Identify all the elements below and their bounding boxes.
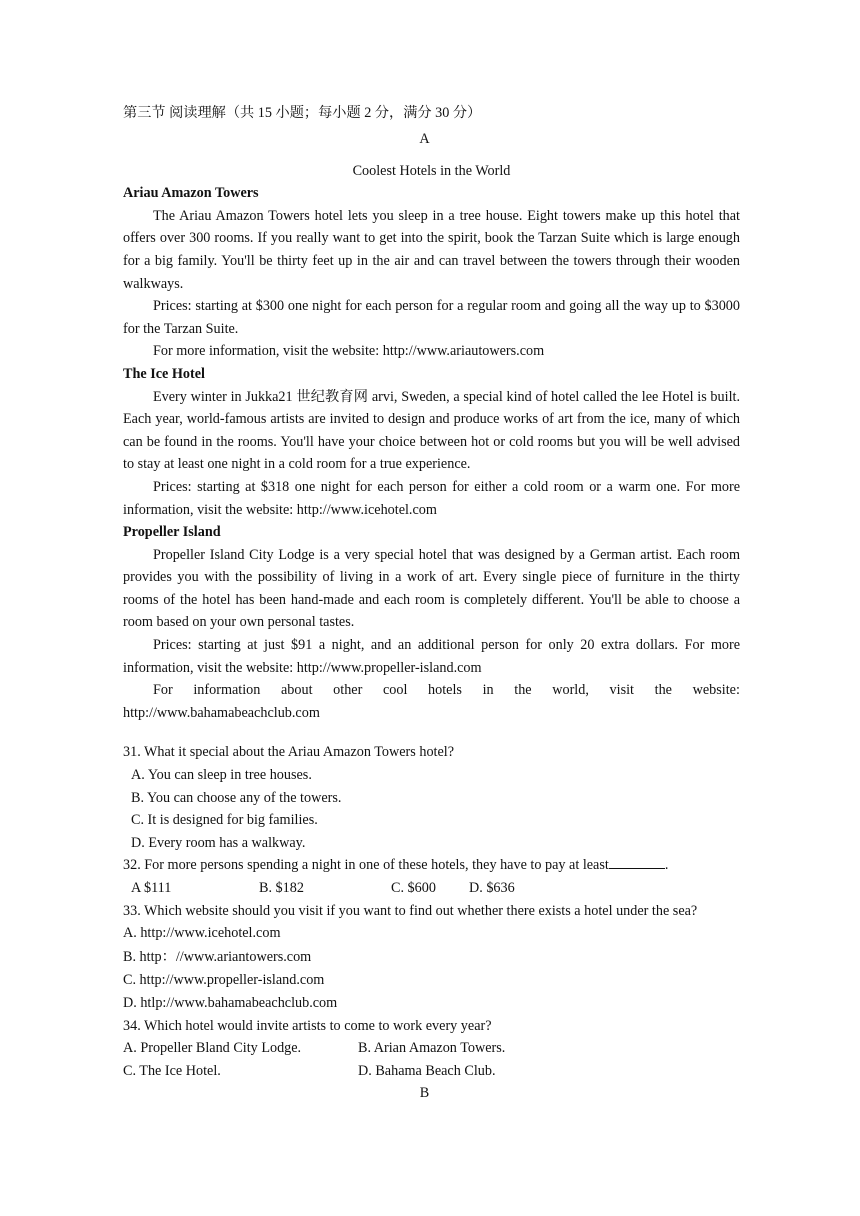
closing-word: the	[654, 682, 672, 699]
question-stem: 34. Which hotel would invite artists to come to work every year?	[123, 1017, 492, 1034]
hotel-paragraph: Every winter in Jukka21 世纪教育网 arvi, Sweden, a special kind of hotel called the lee Hotel is built. Each year, world-famous artists are invited to design and produce works of art from the ice, many of which can be found in the rooms. You'll have your choice between hot or cold rooms but you will be well advised to stay at least one night in a cold room for a true experience.	[123, 388, 740, 473]
hotel-heading: Ariau Amazon Towers	[123, 185, 259, 202]
answer-option-b: B. Arian Amazon Towers.	[358, 1040, 506, 1057]
question-32	[123, 854, 740, 899]
hotel-paragraph: The Ariau Amazon Towers hotel lets you sleep in a tree house. Eight towers make up this hotel that offers over 300 rooms. If you really want to get into the spirit, book the Tarzan Suite which is large enough for a big family. You'll be thirty feet up in the air and can travel between the towers through their wooden walkways.	[123, 207, 740, 292]
closing-word: hotels	[428, 682, 462, 699]
answer-option-c: C. The Ice Hotel.	[123, 1062, 221, 1079]
answer-blank	[609, 854, 665, 869]
answer-option-b: B. You can choose any of the towers.	[131, 789, 342, 806]
closing-url: http://www.bahamabeachclub.com	[123, 704, 320, 721]
closing-word: the	[514, 682, 532, 699]
answer-option-b: B. $182	[259, 880, 304, 896]
question-stem-end: .	[664, 857, 669, 874]
answer-option-b: B. http：//www.ariantowers.com	[123, 948, 312, 965]
closing-word: cool	[382, 682, 408, 699]
hotel-paragraph: Prices: starting at $318 one night for each person for either a cold room or a warm one. For more information, visit the website: http://www.icehotel.com	[123, 478, 740, 518]
answer-option-c: C. http://www.propeller-island.com	[123, 972, 325, 989]
answer-option-d: D. Every room has a walkway.	[131, 834, 306, 851]
closing-line	[123, 679, 740, 702]
closing-word: world,	[552, 682, 589, 699]
answer-option-a: A $111	[131, 880, 172, 896]
answer-option-c: C. $600	[391, 880, 436, 896]
closing-word: website:	[692, 682, 740, 699]
hotel-heading: Propeller Island	[123, 524, 221, 541]
passage-title: Coolest Hotels in the World	[352, 162, 511, 179]
question-33	[123, 900, 740, 1015]
question-stem	[123, 854, 740, 877]
hotel-section-ice	[123, 363, 740, 521]
closing-word: about	[280, 682, 313, 699]
closing-word: in	[482, 682, 494, 699]
options-row	[123, 1037, 740, 1060]
answer-option-d: D. Bahama Beach Club.	[358, 1062, 496, 1079]
question-stem: 31. What it special about the Ariau Amazon Towers hotel?	[123, 744, 455, 761]
passage-label-b: B	[419, 1085, 430, 1102]
question-31	[123, 741, 740, 854]
answer-option-c: C. It is designed for big families.	[131, 812, 318, 829]
hotel-paragraph: Propeller Island City Lodge is a very special hotel that was designed by a German artist. Each room provides you with the possibility of living in a work of art. Every single piece of furniture in the thirty rooms of the hotel has been hand-made and each room is completely different. You'll be able to choose a room based on your own personal tastes.	[123, 546, 740, 631]
options-row	[123, 877, 740, 900]
closing-paragraph	[123, 679, 740, 724]
hotel-section-propeller	[123, 521, 740, 679]
question-stem-text: 32. For more persons spending a night in one of these hotels, they have to pay at least	[123, 857, 609, 874]
options-row	[123, 1060, 740, 1083]
answer-option-d: D. $636	[469, 880, 515, 896]
hotel-heading: The Ice Hotel	[123, 365, 205, 382]
passage-label-a: A	[419, 131, 430, 147]
hotel-paragraph: Prices: starting at $300 one night for each person for a regular room and going all the way up to $3000 for the Tarzan Suite.	[123, 298, 740, 337]
hotel-paragraph: For more information, visit the website: http://www.ariautowers.com	[153, 343, 545, 360]
answer-option-a: A. Propeller Bland City Lodge.	[123, 1040, 302, 1057]
question-34	[123, 1015, 740, 1083]
closing-word: information	[193, 682, 261, 699]
hotel-section-ariau	[123, 182, 740, 363]
closing-word: other	[333, 682, 363, 699]
hotel-paragraph: Prices: starting at just $91 a night, and an additional person for only 20 extra dollars. For more information, visit the website: http://www.propeller-island.com	[123, 637, 740, 676]
closing-word: visit	[609, 682, 634, 699]
answer-option-a: A. You can sleep in tree houses.	[131, 767, 312, 784]
question-stem: 33. Which website should you visit if you want to find out whether there exists a hotel under the sea?	[123, 902, 698, 919]
answer-option-a: A. http://www.icehotel.com	[123, 925, 281, 942]
answer-option-d: D. htlp://www.bahamabeachclub.com	[123, 994, 338, 1011]
section-title: 第三节 阅读理解（共 15 小题；每小题 2 分，满分 30 分）	[123, 105, 482, 121]
closing-word: For	[153, 682, 173, 699]
